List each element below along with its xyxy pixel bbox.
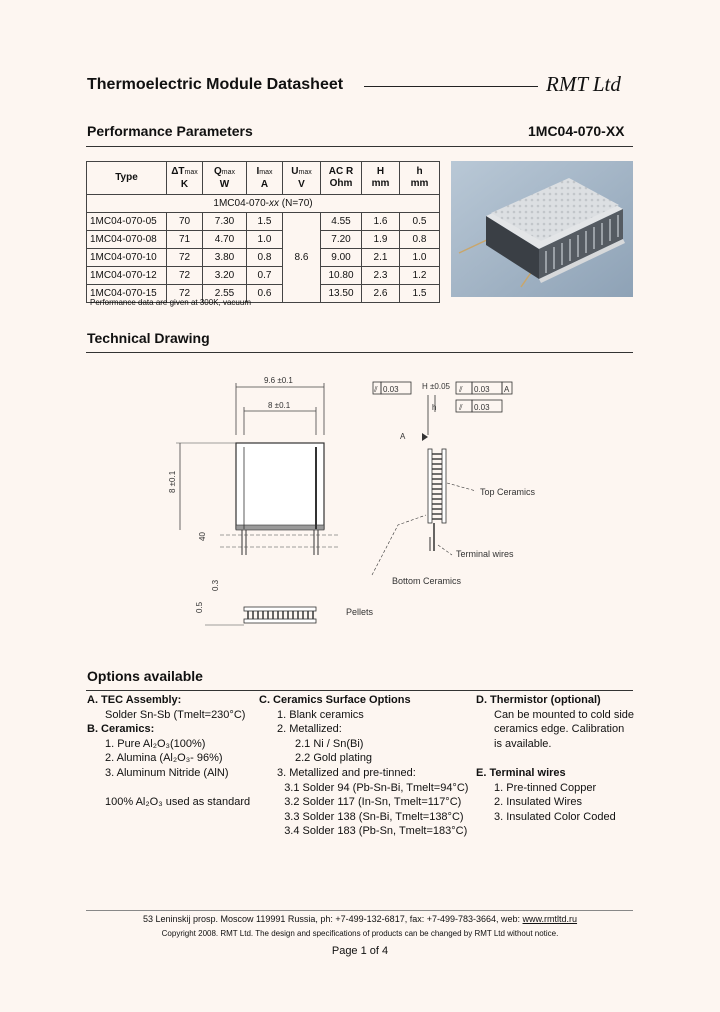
table-cell: 1MC04-070-10 [87, 249, 167, 267]
document-title: Thermoelectric Module Datasheet [87, 76, 344, 93]
option-heading: A. TEC Assembly: [87, 694, 182, 706]
performance-section-title: Performance Parameters [87, 123, 253, 139]
part-number: 1MC04-070-XX [528, 123, 625, 139]
performance-table [86, 161, 440, 303]
table-cell: 72 [167, 267, 203, 285]
brand-logo: RMT Ltd [546, 72, 621, 96]
option-item: 3.2 Solder 117 (In-Sn, Tmelt=117°C) [284, 796, 462, 809]
dim-width-inner: 8 ±0.1 [268, 401, 291, 410]
table-cell: 1.0 [247, 231, 283, 249]
option-item: 2. Insulated Wires [494, 796, 583, 809]
dim-small-b: 0.3 [211, 579, 220, 591]
svg-text:0.03: 0.03 [474, 403, 490, 412]
table-cell: 3.20 [203, 267, 247, 285]
table-cell: 3.80 [203, 249, 247, 267]
table-cell: 13.50 [321, 285, 362, 303]
table-header-row [87, 162, 440, 195]
dim-width-outer: 9.6 ±0.1 [264, 376, 293, 385]
page-number: Page 1 of 4 [331, 945, 389, 957]
column-header: AC R Ohm [321, 162, 362, 195]
callout-top-ceramics: Top Ceramics [480, 487, 536, 497]
dim-height: 8 ±0.1 [168, 470, 177, 493]
module-top-view [236, 443, 324, 529]
column-header: H mm [362, 162, 400, 195]
option-heading: C. Ceramics Surface Options [259, 694, 411, 706]
options-rule [86, 690, 633, 691]
tolerance-parallel: 0.03 [474, 385, 490, 394]
performance-rule [86, 146, 633, 147]
option-item: 100% Al₂O₃ used as standard [105, 796, 251, 809]
option-item: 1. Pre-tinned Copper [494, 781, 597, 794]
callout-bottom-ceramics: Bottom Ceramics [392, 576, 462, 586]
option-heading: D. Thermistor (optional) [476, 694, 601, 706]
drawing-section-title: Technical Drawing [87, 330, 210, 346]
table-row [87, 249, 440, 267]
option-item: 2.1 Ni / Sn(Bi) [295, 737, 364, 750]
column-header: Qmax W [203, 162, 247, 195]
callout-terminal-wires: Terminal wires [456, 549, 514, 559]
group-label: 1MC04-070-xx (N=70) [87, 195, 440, 213]
option-item: 2. Alumina (Al₂O₃- 96%) [105, 752, 223, 765]
options-col-3 [476, 693, 636, 824]
option-item: 3.3 Solder 138 (Sn-Bi, Tmelt=138°C) [284, 810, 464, 823]
column-header: h mm [400, 162, 440, 195]
module-photo [451, 161, 633, 297]
option-item [87, 781, 252, 796]
option-item: 3. Metallized and pre-tinned: [277, 766, 416, 779]
option-item: 3. Insulated Color Coded [494, 810, 616, 823]
column-header: ΔTmax K [167, 162, 203, 195]
table-cell: 7.20 [321, 231, 362, 249]
table-cell: 1MC04-070-08 [87, 231, 167, 249]
column-header: Type [87, 162, 167, 195]
table-cell: 0.6 [247, 285, 283, 303]
option-item: 3.1 Solder 94 (Pb-Sn-Bi, Tmelt=94°C) [284, 781, 469, 794]
website-link[interactable]: www.rmtltd.ru [522, 914, 578, 924]
option-item: is available. [494, 737, 552, 750]
table-cell: 0.7 [247, 267, 283, 285]
table-body [87, 195, 440, 303]
option-item: 3. Aluminum Nitride (AlN) [105, 766, 229, 779]
option-item: 3.4 Solder 183 (Pb-Sn, Tmelt=183°C) [284, 825, 468, 838]
module-photo-illustration [451, 161, 633, 297]
option-heading: B. Ceramics: [87, 723, 155, 736]
table-cell: 7.30 [203, 213, 247, 231]
svg-text:⫽: ⫽ [459, 403, 463, 412]
option-item: Solder Sn-Sb (Tmelt=230°C) [105, 708, 246, 721]
table-cell: 0.5 [400, 213, 440, 231]
datum-a-box: A [504, 385, 510, 394]
height-label: H ±0.05 [422, 382, 450, 391]
table-cell: 1.5 [247, 213, 283, 231]
table-cell: 71 [167, 231, 203, 249]
table-row [87, 213, 440, 231]
h-label: h [432, 403, 437, 412]
table-cell: 0.8 [400, 231, 440, 249]
option-heading: E. Terminal wires [476, 766, 566, 779]
footer-address: 53 Leninskij prosp. Moscow 119991 Russia, ph: +7-499-132-6817, fax: +7-499-783-3664, web: www.rmtltd.ru [142, 914, 578, 924]
table-cell: 1MC04-070-05 [87, 213, 167, 231]
option-item: ceramics edge. Calibration [494, 723, 625, 736]
dim-small-a: 0.5 [195, 601, 204, 613]
table-cell: 70 [167, 213, 203, 231]
tolerance-flatness: 0.03 [383, 385, 399, 394]
umax-cell: 8.6 [283, 213, 321, 303]
performance-note: Performance data are given at 300K, vacuum [90, 298, 251, 307]
drawing-rule [86, 352, 633, 353]
table-cell: 2.55 [203, 285, 247, 303]
option-item: 2.2 Gold plating [295, 752, 373, 765]
footer-copyright: Copyright 2008. RMT Ltd. The design and specifications of products can be changed by RMT Ltd without notice. [161, 929, 559, 938]
title-rule [364, 86, 538, 87]
table-cell: 10.80 [321, 267, 362, 285]
table-cell: 2.3 [362, 267, 400, 285]
group-row [87, 195, 440, 213]
table-cell: 1MC04-070-12 [87, 267, 167, 285]
table-cell: 4.55 [321, 213, 362, 231]
table-row [87, 267, 440, 285]
table-cell: 1MC04-070-15 [87, 285, 167, 303]
table-cell: 0.8 [247, 249, 283, 267]
table-cell: 2.1 [362, 249, 400, 267]
option-item: Can be mounted to cold side [494, 708, 635, 721]
table-cell: 2.6 [362, 285, 400, 303]
datum-a-label: A [400, 432, 406, 441]
dim-wire-length: 40 [198, 532, 207, 541]
table-cell: 4.70 [203, 231, 247, 249]
option-item: 2. Metallized: [277, 723, 342, 736]
options-col-2 [259, 693, 474, 839]
table-cell: 9.00 [321, 249, 362, 267]
option-item: 1. Pure Al₂O₃(100%) [105, 737, 206, 750]
callout-pellets: Pellets [346, 607, 374, 617]
table-cell: 1.5 [400, 285, 440, 303]
table-cell: 1.0 [400, 249, 440, 267]
column-header: Umax V [283, 162, 321, 195]
options-col-1 [87, 693, 252, 810]
column-header: Imax A [247, 162, 283, 195]
table-row [87, 231, 440, 249]
option-item [476, 751, 636, 766]
svg-text:⫽: ⫽ [459, 385, 463, 394]
table-cell: 72 [167, 285, 203, 303]
table-cell: 1.9 [362, 231, 400, 249]
footer-rule [86, 910, 633, 911]
svg-text:⫽: ⫽ [374, 385, 378, 394]
option-item: 1. Blank ceramics [277, 708, 364, 721]
table-cell: 1.6 [362, 213, 400, 231]
options-section-title: Options available [87, 668, 203, 684]
table-cell: 1.2 [400, 267, 440, 285]
technical-drawing [160, 365, 560, 635]
table-cell: 72 [167, 249, 203, 267]
